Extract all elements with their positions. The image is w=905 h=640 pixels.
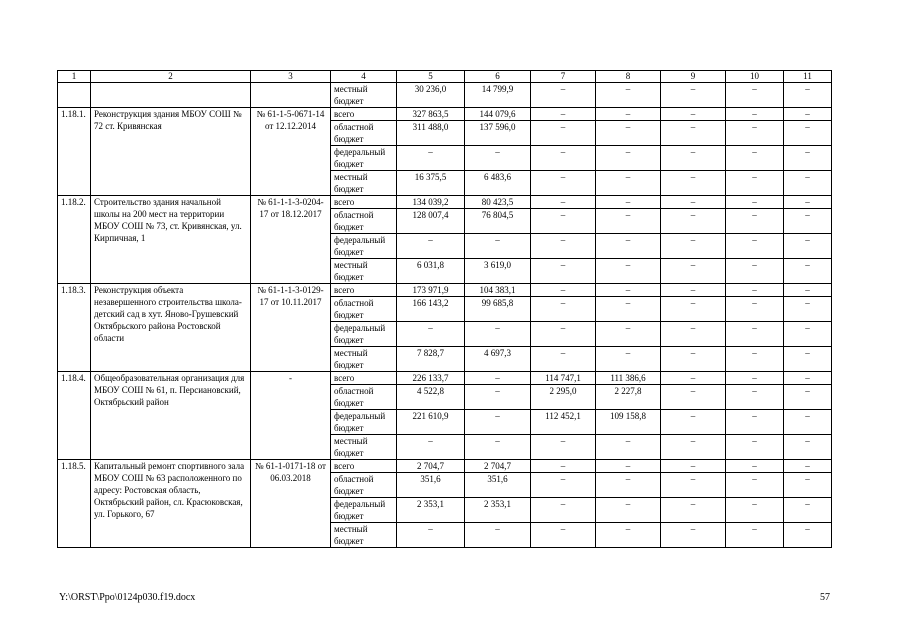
amount-cell: – (661, 523, 726, 548)
column-number-header: 10 (726, 71, 784, 83)
amount-cell: – (784, 83, 832, 108)
amount-cell: – (596, 284, 661, 297)
amount-cell: – (596, 498, 661, 523)
funding-source-cell: областной бюджет (331, 209, 397, 234)
amount-cell: – (465, 234, 531, 259)
amount-cell: – (726, 460, 784, 473)
amount-cell: – (596, 473, 661, 498)
amount-cell: – (784, 196, 832, 209)
amount-cell: – (661, 347, 726, 372)
amount-cell: 144 079,6 (465, 108, 531, 121)
amount-cell: – (531, 171, 596, 196)
amount-cell: – (596, 83, 661, 108)
amount-cell: 4 522,8 (397, 385, 465, 410)
amount-cell: – (784, 347, 832, 372)
amount-cell: – (531, 297, 596, 322)
funding-source-cell: федеральный бюджет (331, 146, 397, 171)
amount-cell: – (397, 523, 465, 548)
amount-cell: – (784, 322, 832, 347)
amount-cell: – (726, 146, 784, 171)
table-row (58, 284, 832, 297)
amount-cell: – (397, 146, 465, 171)
item-number-cell: 1.18.1. (58, 108, 91, 196)
object-name-cell (91, 83, 251, 108)
amount-cell: – (726, 435, 784, 460)
amount-cell: – (531, 523, 596, 548)
amount-cell: 128 007,4 (397, 209, 465, 234)
column-number-header: 1 (58, 71, 91, 83)
amount-cell: – (661, 498, 726, 523)
amount-cell: – (531, 284, 596, 297)
column-number-header: 5 (397, 71, 465, 83)
amount-cell: – (531, 460, 596, 473)
amount-cell: – (397, 435, 465, 460)
amount-cell: – (465, 372, 531, 385)
amount-cell: 30 236,0 (397, 83, 465, 108)
table-row (58, 83, 832, 108)
amount-cell: – (784, 171, 832, 196)
amount-cell: 134 039,2 (397, 196, 465, 209)
amount-cell: – (397, 234, 465, 259)
column-number-header: 8 (596, 71, 661, 83)
amount-cell: – (726, 209, 784, 234)
amount-cell: – (784, 284, 832, 297)
item-number-cell: 1.18.2. (58, 196, 91, 284)
funding-source-cell: областной бюджет (331, 385, 397, 410)
funding-source-cell: местный бюджет (331, 171, 397, 196)
amount-cell: – (726, 410, 784, 435)
amount-cell: 6 483,6 (465, 171, 531, 196)
amount-cell: – (661, 146, 726, 171)
amount-cell: – (726, 473, 784, 498)
amount-cell: 2 704,7 (397, 460, 465, 473)
amount-cell: – (531, 473, 596, 498)
amount-cell: – (784, 473, 832, 498)
amount-cell: – (465, 435, 531, 460)
amount-cell: – (784, 297, 832, 322)
amount-cell: – (596, 234, 661, 259)
amount-cell: – (596, 259, 661, 284)
column-number-header: 4 (331, 71, 397, 83)
amount-cell: – (726, 121, 784, 146)
item-number-cell: 1.18.4. (58, 372, 91, 460)
amount-cell: – (596, 435, 661, 460)
amount-cell: 3 619,0 (465, 259, 531, 284)
amount-cell: – (596, 347, 661, 372)
amount-cell: – (726, 347, 784, 372)
amount-cell: – (596, 322, 661, 347)
amount-cell: 76 804,5 (465, 209, 531, 234)
funding-source-cell: всего (331, 372, 397, 385)
amount-cell: – (596, 108, 661, 121)
table-row (58, 372, 832, 385)
amount-cell: 327 863,5 (397, 108, 465, 121)
amount-cell: – (531, 209, 596, 234)
amount-cell: 7 828,7 (397, 347, 465, 372)
amount-cell: – (726, 171, 784, 196)
amount-cell: – (596, 297, 661, 322)
object-name-cell: Общеобразовательная организация для МБОУ СОШ № 61, п. Персиановский, Октябрьский район (91, 372, 251, 460)
table-row (58, 196, 832, 209)
column-number-header: 11 (784, 71, 832, 83)
amount-cell: 104 383,1 (465, 284, 531, 297)
amount-cell: 99 685,8 (465, 297, 531, 322)
funding-source-cell: федеральный бюджет (331, 322, 397, 347)
amount-cell: – (465, 385, 531, 410)
funding-source-cell: местный бюджет (331, 523, 397, 548)
amount-cell: – (784, 259, 832, 284)
amount-cell: – (784, 435, 832, 460)
amount-cell: – (596, 196, 661, 209)
amount-cell: – (531, 234, 596, 259)
amount-cell: – (661, 121, 726, 146)
amount-cell: – (784, 234, 832, 259)
amount-cell: – (661, 385, 726, 410)
amount-cell: – (531, 83, 596, 108)
amount-cell: 112 452,1 (531, 410, 596, 435)
column-number-header: 9 (661, 71, 726, 83)
column-number-header: 7 (531, 71, 596, 83)
amount-cell: 351,6 (397, 473, 465, 498)
amount-cell: 221 610,9 (397, 410, 465, 435)
funding-source-cell: всего (331, 108, 397, 121)
expertise-doc-cell: № 61-1-1-3-0129-17 от 10.11.2017 (251, 284, 331, 372)
amount-cell: 137 596,0 (465, 121, 531, 146)
amount-cell: 173 971,9 (397, 284, 465, 297)
amount-cell: – (531, 347, 596, 372)
column-number-header: 2 (91, 71, 251, 83)
amount-cell: 114 747,1 (531, 372, 596, 385)
footer-page-number: 57 (820, 592, 830, 603)
amount-cell: – (531, 435, 596, 460)
amount-cell: – (531, 121, 596, 146)
amount-cell: – (661, 108, 726, 121)
funding-source-cell: всего (331, 460, 397, 473)
amount-cell: 166 143,2 (397, 297, 465, 322)
amount-cell: – (661, 284, 726, 297)
amount-cell: – (661, 473, 726, 498)
amount-cell: – (784, 108, 832, 121)
funding-source-cell: областной бюджет (331, 121, 397, 146)
amount-cell: 226 133,7 (397, 372, 465, 385)
amount-cell: – (784, 410, 832, 435)
table-row (58, 108, 832, 121)
item-number-cell: 1.18.5. (58, 460, 91, 548)
funding-source-cell: местный бюджет (331, 259, 397, 284)
column-number-header: 6 (465, 71, 531, 83)
amount-cell: – (726, 234, 784, 259)
amount-cell: 2 353,1 (397, 498, 465, 523)
funding-source-cell: местный бюджет (331, 347, 397, 372)
amount-cell: – (726, 108, 784, 121)
amount-cell: – (531, 322, 596, 347)
amount-cell: – (596, 121, 661, 146)
amount-cell: – (531, 196, 596, 209)
object-name-cell: Капитальный ремонт спортивного зала МБОУ СОШ № 63 расположенного по адресу: Ростовская область, Октябрьский район, сл. Красюковская, ул. Горького, 67 (91, 460, 251, 548)
amount-cell: – (531, 146, 596, 171)
amount-cell: – (784, 498, 832, 523)
footer-file-path: Y:\ORST\Ppo\0124p030.f19.docx (59, 592, 196, 603)
amount-cell: – (661, 234, 726, 259)
budget-table (57, 70, 832, 548)
funding-source-cell: областной бюджет (331, 297, 397, 322)
amount-cell: – (661, 435, 726, 460)
amount-cell: – (726, 322, 784, 347)
amount-cell: – (465, 410, 531, 435)
amount-cell: – (726, 498, 784, 523)
amount-cell: – (661, 297, 726, 322)
amount-cell: – (397, 322, 465, 347)
amount-cell: – (596, 460, 661, 473)
funding-source-cell: местный бюджет (331, 83, 397, 108)
amount-cell: – (726, 297, 784, 322)
amount-cell: 2 295,0 (531, 385, 596, 410)
amount-cell: – (726, 385, 784, 410)
amount-cell: – (726, 259, 784, 284)
amount-cell: – (726, 83, 784, 108)
amount-cell: – (661, 196, 726, 209)
amount-cell: – (726, 196, 784, 209)
table-header-row (58, 71, 832, 83)
amount-cell: – (784, 372, 832, 385)
amount-cell: – (531, 259, 596, 284)
amount-cell: – (531, 498, 596, 523)
amount-cell: 109 158,8 (596, 410, 661, 435)
amount-cell: 2 353,1 (465, 498, 531, 523)
amount-cell: – (661, 209, 726, 234)
table-row (58, 460, 832, 473)
amount-cell: – (465, 146, 531, 171)
amount-cell: – (531, 108, 596, 121)
amount-cell: 80 423,5 (465, 196, 531, 209)
expertise-doc-cell: № 61-1-0171-18 от 06.03.2018 (251, 460, 331, 548)
funding-source-cell: федеральный бюджет (331, 410, 397, 435)
amount-cell: 111 386,6 (596, 372, 661, 385)
amount-cell: – (465, 322, 531, 347)
amount-cell: – (596, 209, 661, 234)
expertise-doc-cell (251, 83, 331, 108)
amount-cell: 351,6 (465, 473, 531, 498)
amount-cell: – (661, 322, 726, 347)
amount-cell: – (661, 372, 726, 385)
funding-source-cell: федеральный бюджет (331, 498, 397, 523)
amount-cell: – (784, 121, 832, 146)
amount-cell: 16 375,5 (397, 171, 465, 196)
funding-source-cell: всего (331, 284, 397, 297)
amount-cell: – (465, 523, 531, 548)
funding-source-cell: областной бюджет (331, 473, 397, 498)
funding-source-cell: федеральный бюджет (331, 234, 397, 259)
item-number-cell (58, 83, 91, 108)
amount-cell: 2 227,8 (596, 385, 661, 410)
amount-cell: – (784, 523, 832, 548)
amount-cell: 2 704,7 (465, 460, 531, 473)
amount-cell: – (661, 410, 726, 435)
object-name-cell: Строительство здания начальной школы на 200 мест на территории МБОУ СОШ № 73, ст. Кривянская, ул. Кирпичная, 1 (91, 196, 251, 284)
object-name-cell: Реконструкция здания МБОУ СОШ № 72 ст. Кривянская (91, 108, 251, 196)
column-number-header: 3 (251, 71, 331, 83)
amount-cell: – (596, 171, 661, 196)
amount-cell: – (784, 460, 832, 473)
amount-cell: – (784, 146, 832, 171)
expertise-doc-cell: № 61-1-5-0671-14 от 12.12.2014 (251, 108, 331, 196)
expertise-doc-cell: № 61-1-1-3-0204-17 от 18.12.2017 (251, 196, 331, 284)
funding-source-cell: местный бюджет (331, 435, 397, 460)
amount-cell: 311 488,0 (397, 121, 465, 146)
amount-cell: – (596, 146, 661, 171)
amount-cell: 14 799,9 (465, 83, 531, 108)
amount-cell: – (726, 372, 784, 385)
amount-cell: – (784, 385, 832, 410)
amount-cell: – (784, 209, 832, 234)
amount-cell: – (661, 171, 726, 196)
amount-cell: – (596, 523, 661, 548)
amount-cell: – (661, 83, 726, 108)
amount-cell: – (661, 460, 726, 473)
object-name-cell: Реконструкция объекта незавершенного строительства школа-детский сад в хут. Яново-Грушевский Октябрьского района Ростовской области (91, 284, 251, 372)
amount-cell: – (726, 523, 784, 548)
expertise-doc-cell: - (251, 372, 331, 460)
amount-cell: 6 031,8 (397, 259, 465, 284)
amount-cell: 4 697,3 (465, 347, 531, 372)
funding-source-cell: всего (331, 196, 397, 209)
item-number-cell: 1.18.3. (58, 284, 91, 372)
amount-cell: – (661, 259, 726, 284)
amount-cell: – (726, 284, 784, 297)
